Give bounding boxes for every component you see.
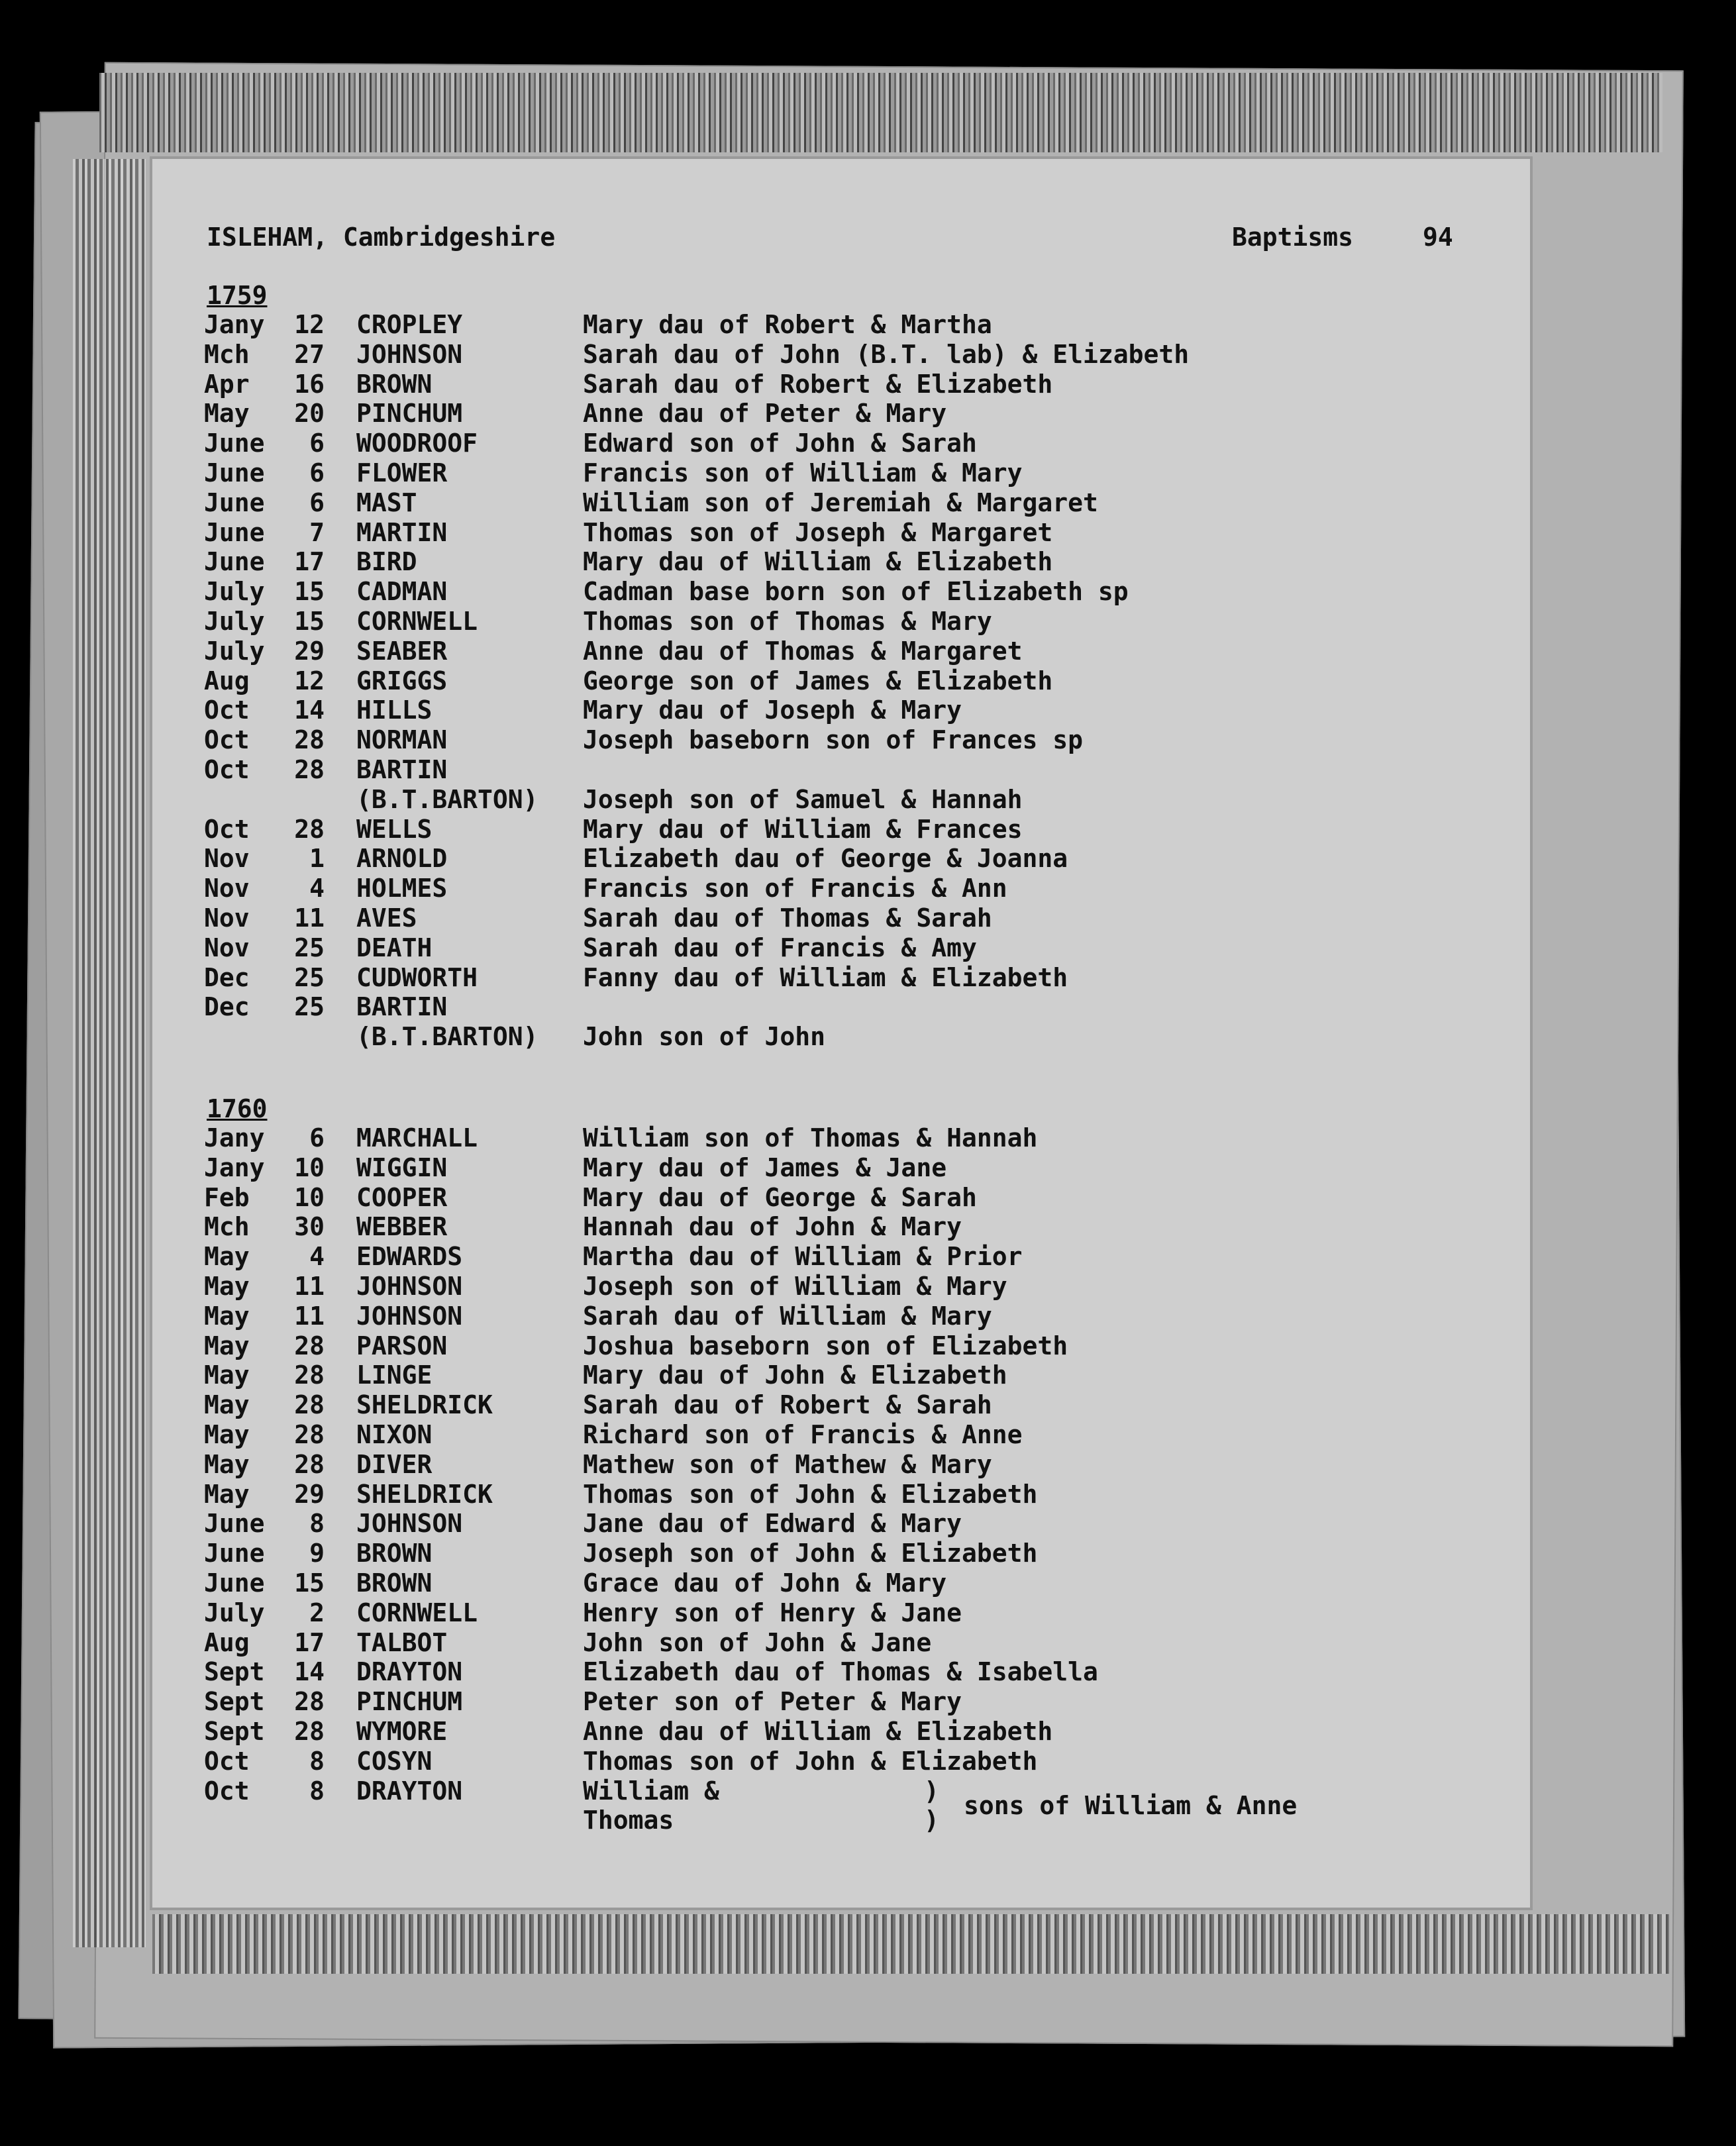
entry-surname: SHELDRICK [356, 1479, 493, 1509]
entry-day: 28 [294, 1449, 325, 1479]
entry-day: 6 [309, 487, 325, 517]
register-row [0, 755, 1523, 784]
register-row [0, 1183, 1523, 1212]
register-row [0, 547, 1523, 576]
entry-month: Nov [204, 933, 250, 962]
entry-text: Fanny dau of William & Elizabeth [583, 962, 1068, 992]
entry-surname: WYMORE [356, 1717, 448, 1746]
entry-month: Oct [204, 814, 250, 844]
entry-text: Joseph son of William & Mary [583, 1272, 1007, 1301]
header-page-number: 94 [1423, 223, 1453, 252]
entry-month: May [204, 1242, 250, 1272]
entry-day: 6 [309, 429, 325, 458]
entry-surname: CUDWORTH [356, 962, 478, 992]
register-row [0, 637, 1523, 666]
entry-surname: CORNWELL [356, 1598, 478, 1627]
entry-surname: TALBOT [356, 1627, 448, 1657]
register-row [0, 992, 1523, 1021]
register-row [0, 1331, 1523, 1360]
entry-day: 12 [294, 310, 325, 339]
entry-surname: HOLMES [356, 874, 448, 903]
entry-day: 8 [309, 1776, 325, 1806]
register-row [0, 695, 1523, 725]
entry-day: 11 [294, 903, 325, 933]
entry-month: Oct [204, 1746, 250, 1776]
entry-text: Sarah dau of Thomas & Sarah [583, 903, 992, 933]
entry-surname: DRAYTON [356, 1776, 463, 1806]
entry-month: Sept [204, 1687, 265, 1717]
entry-surname: JOHNSON [356, 1272, 463, 1301]
entry-day: 20 [294, 399, 325, 429]
entry-month: Oct [204, 725, 250, 755]
register-row [0, 488, 1523, 517]
entry-surname: SEABER [356, 636, 448, 666]
entry-month: May [204, 1360, 250, 1390]
register-row [0, 1123, 1523, 1152]
register-row [0, 1509, 1523, 1538]
register-row [0, 1212, 1523, 1241]
entry-text: Elizabeth dau of Thomas & Isabella [583, 1657, 1098, 1687]
entry-text: Cadman base born son of Elizabeth sp [583, 577, 1129, 607]
entry-month: Apr [204, 369, 250, 399]
entry-text: John son of John [583, 1022, 826, 1052]
entry-surname: BROWN [356, 369, 433, 399]
entry-surname: EDWARDS [356, 1242, 463, 1272]
entry-surname: BROWN [356, 1539, 433, 1568]
entry-day: 30 [294, 1212, 325, 1242]
header-register-type: Baptisms [1232, 223, 1354, 252]
entry-day: 28 [294, 1390, 325, 1420]
entry-month: June [204, 1509, 265, 1539]
register-row [0, 1450, 1523, 1479]
entry-month: Jany [204, 1123, 265, 1152]
entry-month: Oct [204, 695, 250, 725]
entry-surname: PINCHUM [356, 1687, 463, 1717]
entry-day: 6 [309, 458, 325, 487]
entry-surname: COSYN [356, 1746, 433, 1776]
entry-day: 14 [294, 1657, 325, 1687]
entry-day: 29 [294, 1479, 325, 1509]
entry-month: Dec [204, 992, 250, 1022]
register-row [0, 1242, 1523, 1271]
entry-month: June [204, 517, 265, 547]
entry-text: Sarah dau of William & Mary [583, 1301, 992, 1331]
entry-text: Edward son of John & Sarah [583, 429, 977, 458]
entry-day: 27 [294, 339, 325, 369]
register-row [0, 1628, 1523, 1657]
entry-month: Jany [204, 1152, 265, 1182]
entry-surname: DEATH [356, 933, 433, 962]
entry-surname: WIGGIN [356, 1152, 448, 1182]
entry-day: 1 [309, 844, 325, 874]
entry-day: 10 [294, 1182, 325, 1212]
entry-month: Sept [204, 1717, 265, 1746]
entry-text: Thomas son of Joseph & Margaret [583, 517, 1053, 547]
entry-month: June [204, 458, 265, 487]
entry-surname: NORMAN [356, 725, 448, 755]
entry-surname: CORNWELL [356, 607, 478, 636]
entry-month: June [204, 1568, 265, 1598]
entry-surname: WEBBER [356, 1212, 448, 1242]
header-place: ISLEHAM, Cambridgeshire [207, 223, 556, 252]
register-row [0, 785, 1523, 814]
entry-text: Thomas son of Thomas & Mary [583, 607, 992, 636]
entry-day: 11 [294, 1272, 325, 1301]
entry-text: Martha dau of William & Prior [583, 1242, 1023, 1272]
entry-month: Aug [204, 666, 250, 695]
entry-surname: BIRD [356, 547, 417, 577]
entry-month: May [204, 399, 250, 429]
register-row [0, 1302, 1523, 1331]
entry-day: 15 [294, 1568, 325, 1598]
entry-text: Hannah dau of John & Mary [583, 1212, 962, 1242]
entry-day: 15 [294, 577, 325, 607]
entry-text: Anne dau of William & Elizabeth [583, 1717, 1053, 1746]
register-row [0, 1420, 1523, 1449]
entry-text: Francis son of William & Mary [583, 458, 1023, 487]
register-row [0, 1360, 1523, 1390]
entry-text: Joshua baseborn son of Elizabeth [583, 1331, 1068, 1360]
register-row [0, 1568, 1523, 1598]
entry-month: Dec [204, 962, 250, 992]
entry-day: 28 [294, 1420, 325, 1449]
entry-surname: NIXON [356, 1420, 433, 1449]
entry-month: Aug [204, 1627, 250, 1657]
entry-month: Oct [204, 755, 250, 784]
entry-day: 28 [294, 814, 325, 844]
entry-month: Nov [204, 874, 250, 903]
entry-month: May [204, 1272, 250, 1301]
register-row [0, 1747, 1523, 1776]
register-row [0, 1657, 1523, 1686]
entry-day: 4 [309, 1242, 325, 1272]
entry-surname: ARNOLD [356, 844, 448, 874]
register-row [0, 963, 1523, 992]
register-row [0, 518, 1523, 547]
entry-day: 28 [294, 755, 325, 784]
entry-text: Sarah dau of Robert & Elizabeth [583, 369, 1053, 399]
entry-surname: JOHNSON [356, 1301, 463, 1331]
entry-text: Mary dau of Robert & Martha [583, 310, 992, 339]
entry-day: 12 [294, 666, 325, 695]
entry-text: Elizabeth dau of George & Joanna [583, 844, 1068, 874]
entry-month: July [204, 577, 265, 607]
entry-text: Joseph son of John & Elizabeth [583, 1539, 1038, 1568]
entry-day: 6 [309, 1123, 325, 1152]
register-row [0, 933, 1523, 962]
entry-text: Joseph son of Samuel & Hannah [583, 784, 1023, 814]
entry-month: July [204, 607, 265, 636]
entry-surname: MARCHALL [356, 1123, 478, 1152]
entry-surname: (B.T.BARTON) [356, 784, 538, 814]
entry-day: 17 [294, 1627, 325, 1657]
entry-month: July [204, 1598, 265, 1627]
entry-text: Anne dau of Thomas & Margaret [583, 636, 1023, 666]
entry-text: Thomas son of John & Elizabeth [583, 1479, 1038, 1509]
entry-text: Mathew son of Mathew & Mary [583, 1449, 992, 1479]
entry-day: 29 [294, 636, 325, 666]
entry-month: June [204, 1539, 265, 1568]
entry-text: John son of John & Jane [583, 1627, 932, 1657]
register-row [0, 1539, 1523, 1568]
entry-day: 25 [294, 933, 325, 962]
entry-month: May [204, 1420, 250, 1449]
entry-month: Oct [204, 1776, 250, 1806]
entry-surname: BARTIN [356, 992, 448, 1022]
entry-surname: CADMAN [356, 577, 448, 607]
entry-surname: HILLS [356, 695, 433, 725]
bracket-top: ) [924, 1776, 939, 1806]
year-heading: 1760 [207, 1094, 268, 1123]
entry-month: Feb [204, 1182, 250, 1212]
entry-surname: LINGE [356, 1360, 433, 1390]
entry-text: Francis son of Francis & Ann [583, 874, 1007, 903]
register-row [0, 874, 1523, 903]
entry-month: June [204, 547, 265, 577]
register-row [0, 666, 1523, 695]
entry-month: June [204, 487, 265, 517]
entry-text: Mary dau of Joseph & Mary [583, 695, 962, 725]
entry-day: 4 [309, 874, 325, 903]
entry-day: 28 [294, 1360, 325, 1390]
entry-surname: SHELDRICK [356, 1390, 493, 1420]
entry-text: Henry son of Henry & Jane [583, 1598, 962, 1627]
entry-surname: CROPLEY [356, 310, 463, 339]
register-row [0, 725, 1523, 754]
entry-text: Mary dau of George & Sarah [583, 1182, 977, 1212]
entry-surname: BROWN [356, 1568, 433, 1598]
entry-text: Sarah dau of John (B.T. lab) & Elizabeth [583, 339, 1190, 369]
register-row [0, 1390, 1523, 1419]
entry-day: 2 [309, 1598, 325, 1627]
register-row [0, 310, 1523, 339]
entry-surname: (B.T.BARTON) [356, 1022, 538, 1052]
register-row [0, 370, 1523, 399]
entry-surname: FLOWER [356, 458, 448, 487]
register-row [0, 1598, 1523, 1627]
entry-month: May [204, 1390, 250, 1420]
register-row [0, 1272, 1523, 1301]
register-row [0, 399, 1523, 428]
entry-month: Nov [204, 844, 250, 874]
entry-day: 14 [294, 695, 325, 725]
entry-month: Mch [204, 339, 250, 369]
register-row [0, 429, 1523, 458]
entry-surname: COOPER [356, 1182, 448, 1212]
register-row [0, 607, 1523, 636]
register-row [0, 1687, 1523, 1716]
entry-surname: AVES [356, 903, 417, 933]
entry-day: 25 [294, 992, 325, 1022]
entry-text: Thomas son of John & Elizabeth [583, 1746, 1038, 1776]
entry-surname: DIVER [356, 1449, 433, 1479]
register-row [0, 844, 1523, 873]
bracket-bottom: ) [924, 1806, 939, 1835]
entry-day: 7 [309, 517, 325, 547]
entry-day: 28 [294, 1331, 325, 1360]
entry-surname: BARTIN [356, 755, 448, 784]
register-row [0, 903, 1523, 933]
entry-month: Mch [204, 1212, 250, 1242]
entry-month: May [204, 1331, 250, 1360]
entry-surname: GRIGGS [356, 666, 448, 695]
register-row [0, 1480, 1523, 1509]
entry-day: 9 [309, 1539, 325, 1568]
register-row [0, 1153, 1523, 1182]
entry-day: 28 [294, 725, 325, 755]
entry-day: 10 [294, 1152, 325, 1182]
entry-text: Mary dau of John & Elizabeth [583, 1360, 1007, 1390]
entry-text: William & [583, 1776, 719, 1806]
entry-surname: MAST [356, 487, 417, 517]
entry-day: 8 [309, 1509, 325, 1539]
register-row [0, 815, 1523, 844]
entry-month: July [204, 636, 265, 666]
register-row [0, 458, 1523, 487]
entry-day: 8 [309, 1746, 325, 1776]
entry-day: 16 [294, 369, 325, 399]
entry-text: Jane dau of Edward & Mary [583, 1509, 962, 1539]
entry-text: Mary dau of William & Frances [583, 814, 1023, 844]
register-row [0, 1717, 1523, 1746]
entry-month: Jany [204, 310, 265, 339]
entry-month: Nov [204, 903, 250, 933]
entry-month: May [204, 1449, 250, 1479]
bracket-note-text: sons of William & Anne [964, 1790, 1298, 1820]
entry-day: 15 [294, 607, 325, 636]
entry-surname: WELLS [356, 814, 433, 844]
entry-surname: DRAYTON [356, 1657, 463, 1687]
entry-day: 11 [294, 1301, 325, 1331]
entry-text: Thomas [583, 1806, 674, 1835]
entry-month: June [204, 429, 265, 458]
entry-month: May [204, 1479, 250, 1509]
entry-text: Mary dau of William & Elizabeth [583, 547, 1053, 577]
entry-text: Richard son of Francis & Anne [583, 1420, 1023, 1449]
entry-text: George son of James & Elizabeth [583, 666, 1053, 695]
entry-day: 17 [294, 547, 325, 577]
entry-surname: WOODROOF [356, 429, 478, 458]
year-heading: 1759 [207, 281, 268, 310]
entry-surname: PINCHUM [356, 399, 463, 429]
entry-text: William son of Thomas & Hannah [583, 1123, 1038, 1152]
entry-surname: MARTIN [356, 517, 448, 547]
entry-text: Sarah dau of Robert & Sarah [583, 1390, 992, 1420]
entry-text: Sarah dau of Francis & Amy [583, 933, 977, 962]
entry-text: Mary dau of James & Jane [583, 1152, 947, 1182]
entry-text: Anne dau of Peter & Mary [583, 399, 947, 429]
entry-text: Grace dau of John & Mary [583, 1568, 947, 1598]
entry-month: May [204, 1301, 250, 1331]
entry-text: Peter son of Peter & Mary [583, 1687, 962, 1717]
entry-surname: JOHNSON [356, 1509, 463, 1539]
register-row [0, 1022, 1523, 1051]
register-row [0, 340, 1523, 369]
entry-surname: JOHNSON [356, 339, 463, 369]
entry-day: 25 [294, 962, 325, 992]
entry-text: William son of Jeremiah & Margaret [583, 487, 1098, 517]
entry-surname: PARSON [356, 1331, 448, 1360]
entry-day: 28 [294, 1717, 325, 1746]
entry-text: Joseph baseborn son of Frances sp [583, 725, 1083, 755]
entry-day: 28 [294, 1687, 325, 1717]
entry-month: Sept [204, 1657, 265, 1687]
register-row [0, 577, 1523, 606]
